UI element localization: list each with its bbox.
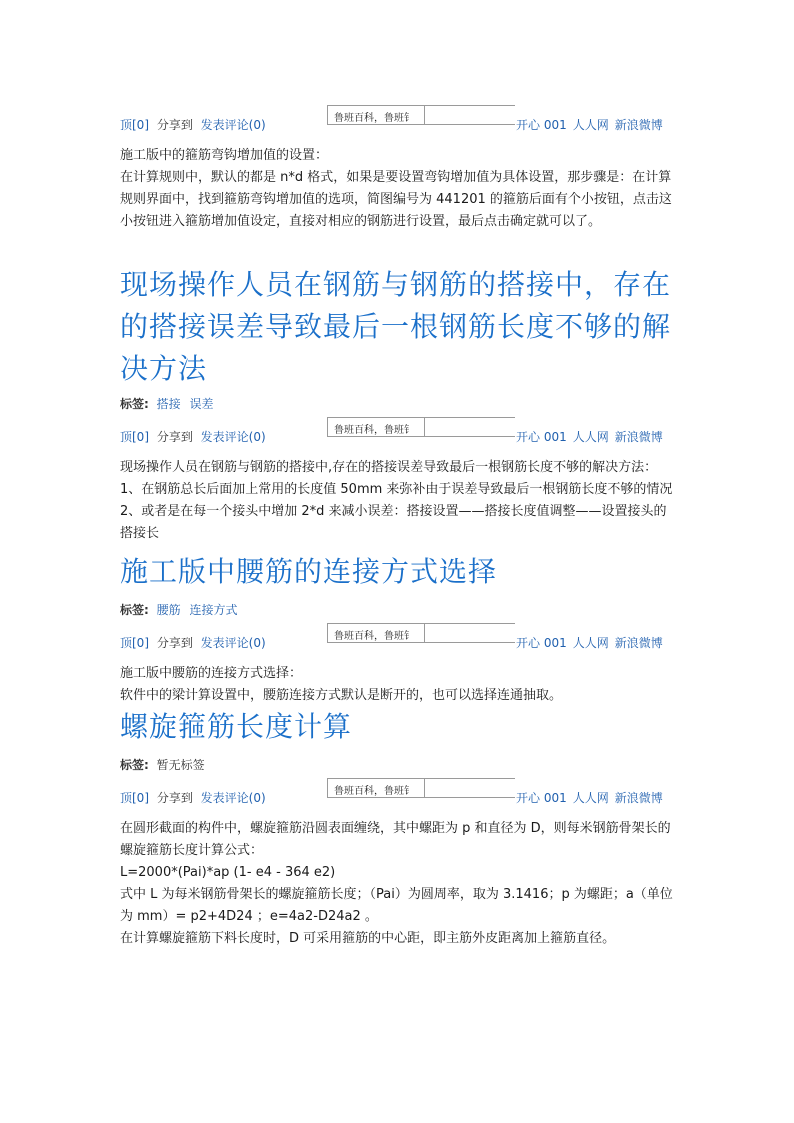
- paragraph: 软件中的梁计算设置中，腰筋连接方式默认是断开的，也可以选择连通抽取。: [120, 688, 563, 703]
- share-widget-box[interactable]: [327, 417, 515, 437]
- post-body: [120, 457, 676, 545]
- share-kaixin-link[interactable]: 开心 001: [516, 791, 567, 805]
- share-kaixin-link[interactable]: 开心 001: [516, 636, 567, 650]
- formula-line: L=2000*(Pai)*ap (1- e4 - 364 e2): [120, 865, 336, 880]
- paragraph: 施工版中腰筋的连接方式选择：: [120, 666, 303, 681]
- share-kaixin-link[interactable]: 开心 001: [516, 118, 567, 132]
- top-vote-link[interactable]: 顶[0]: [120, 118, 149, 132]
- post-body: [120, 145, 676, 233]
- share-to-label: 分享到: [156, 118, 193, 132]
- post-comment-link[interactable]: 发表评论(0): [200, 118, 266, 132]
- share-weibo-link[interactable]: 新浪微博: [614, 636, 663, 650]
- tag-line: [120, 601, 243, 618]
- tag-line: [120, 395, 219, 412]
- share-renren-link[interactable]: 人人网: [572, 118, 609, 132]
- share-widget-box[interactable]: [327, 778, 515, 798]
- tag-line: [120, 756, 205, 773]
- share-bar: [120, 425, 680, 449]
- top-vote-link[interactable]: 顶[0]: [120, 791, 149, 805]
- post-title[interactable]: 施工版中腰筋的连接方式选择: [120, 555, 498, 588]
- share-to-label: 分享到: [156, 636, 193, 650]
- post-comment-link[interactable]: 发表评论(0): [200, 791, 266, 805]
- share-widget-label: 鲁班百科，鲁班钅: [334, 786, 414, 797]
- post-body: [120, 663, 676, 707]
- no-tags-text: 暂无标签: [156, 758, 205, 772]
- share-renren-link[interactable]: 人人网: [572, 636, 609, 650]
- share-widget-input[interactable]: [424, 779, 517, 797]
- paragraph: 施工版中的箍筋弯钩增加值的设置：: [120, 148, 329, 163]
- post-comment-link[interactable]: 发表评论(0): [200, 636, 266, 650]
- share-widget-input[interactable]: [424, 624, 517, 642]
- share-bar: [120, 786, 680, 810]
- post-title[interactable]: 螺旋箍筋长度计算: [120, 710, 353, 743]
- post-comment-link[interactable]: 发表评论(0): [200, 430, 266, 444]
- top-vote-link[interactable]: 顶[0]: [120, 430, 149, 444]
- share-to-label: 分享到: [156, 430, 193, 444]
- share-widget-box[interactable]: [327, 105, 515, 125]
- share-widget-box[interactable]: [327, 623, 515, 643]
- tag-link[interactable]: 连接方式: [189, 603, 238, 617]
- share-weibo-link[interactable]: 新浪微博: [614, 791, 663, 805]
- post-title[interactable]: 现场操作人员在钢筋与钢筋的搭接中，存在的搭接误差导致最后一根钢筋长度不够的解决方法: [120, 268, 672, 385]
- share-widget-label: 鲁班百科，鲁班钅: [334, 631, 414, 642]
- paragraph: 在计算螺旋箍筋下料长度时，D 可采用箍筋的中心距，即主筋外皮距离加上箍筋直径。: [120, 931, 616, 946]
- paragraph: 现场操作人员在钢筋与钢筋的搭接中,存在的搭接误差导致最后一根钢筋长度不够的解决方法：1、在钢筋总长后面加上常用的长度值 50mm 来弥补由于误差导致最后一根钢筋长度不够的情况 2、或者是在每一个接头中增加 2*d 来减小误差：搭接设置——搭接长度值调整——设置接头的搭接长: [120, 460, 673, 541]
- share-widget-label: 鲁班百科，鲁班钅: [334, 113, 414, 124]
- tag-link[interactable]: 误差: [189, 397, 214, 411]
- tag-link[interactable]: 搭接: [156, 397, 181, 411]
- tag-label: 标签:: [120, 758, 149, 772]
- share-weibo-link[interactable]: 新浪微博: [614, 118, 663, 132]
- share-widget-input[interactable]: [424, 418, 517, 436]
- share-renren-link[interactable]: 人人网: [572, 791, 609, 805]
- share-kaixin-link[interactable]: 开心 001: [516, 430, 567, 444]
- post-body: [120, 818, 676, 950]
- paragraph: 在圆形截面的构件中，螺旋箍筋沿圆表面缠绕，其中螺距为 p 和直径为 D，则每米钢筋骨架长的螺旋箍筋长度计算公式：: [120, 821, 671, 858]
- share-bar: [120, 113, 680, 137]
- tag-label: 标签:: [120, 397, 149, 411]
- top-vote-link[interactable]: 顶[0]: [120, 636, 149, 650]
- tag-link[interactable]: 腰筋: [156, 603, 181, 617]
- share-weibo-link[interactable]: 新浪微博: [614, 430, 663, 444]
- paragraph: 在计算规则中，默认的都是 n*d 格式，如果是要设置弯钩增加值为具体设置，那步骤是：在计算规则界面中，找到箍筋弯钩增加值的选项，简图编号为 441201 的箍筋后面有个小按钮，点击这小按钮进入箍筋增加值设定，直接对相应的钢筋进行设置，最后点击确定就可以了。: [120, 170, 672, 229]
- share-renren-link[interactable]: 人人网: [572, 430, 609, 444]
- share-widget-input[interactable]: [424, 106, 517, 124]
- share-bar: [120, 631, 680, 655]
- share-widget-label: 鲁班百科，鲁班钅: [334, 425, 414, 436]
- tag-label: 标签:: [120, 603, 149, 617]
- paragraph: 式中 L 为每米钢筋骨架长的螺旋箍筋长度；（Pai）为圆周率，取为 3.1416；p 为螺距；a（单位为 mm）= p2+4D24 ；e=4a2-D24a2 。: [120, 887, 673, 924]
- share-to-label: 分享到: [156, 791, 193, 805]
